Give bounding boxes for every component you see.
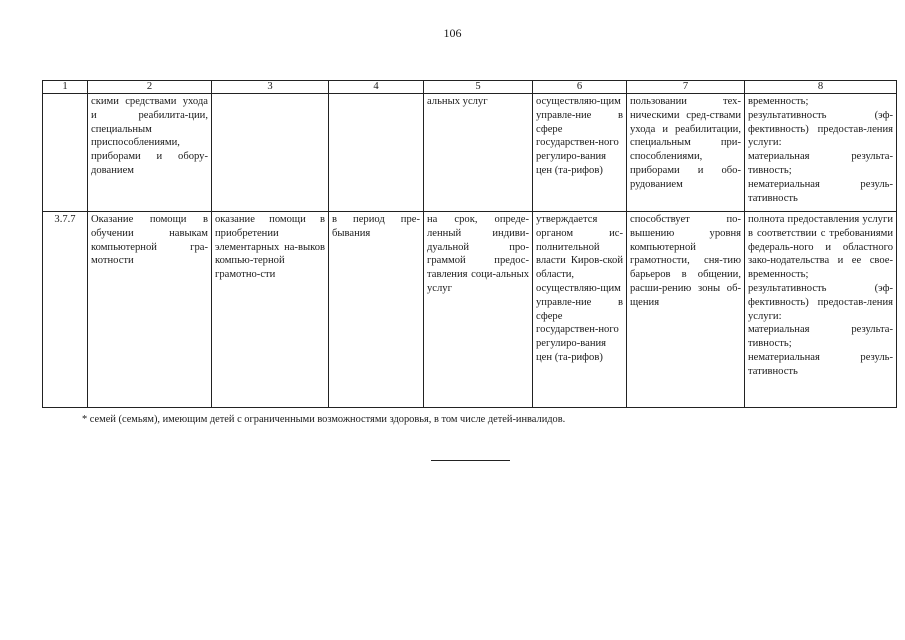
table-cell: оказание помощи в приобретении элементарных на-выков компью-терной грамотно-сти xyxy=(212,212,329,408)
column-header: 1 xyxy=(43,81,88,94)
table-row xyxy=(43,94,897,212)
table-cell: полнота предоставления услуги в соответствии с требованиями федераль-ного и областного зако-нодательства и ее свое-временность; результативность (эф-фективность) предостав-ления услуги: материальная результа-тивность; нематериальная резуль-тативность xyxy=(745,212,897,408)
column-header: 5 xyxy=(424,81,533,94)
table-cell: скими средствами ухода и реабилита-ции, специальным приспособлениями, приборами и обору-дованием xyxy=(88,94,212,212)
page-number: 106 xyxy=(443,26,462,40)
column-header: 7 xyxy=(627,81,745,94)
table-cell: Оказание помощи в обучении навыкам компьютерной гра-мотности xyxy=(88,212,212,408)
column-header: 6 xyxy=(533,81,627,94)
table-cell xyxy=(212,94,329,212)
end-divider xyxy=(431,460,510,461)
table-cell: в период пре-бывания xyxy=(329,212,424,408)
table-cell: на срок, опреде-ленный индиви-дуальной про-граммой предос-тавления соци-альных услуг xyxy=(424,212,533,408)
table-cell: способствует по-вышению уровня компьютерной грамотности, сня-тию барьеров в общении, расши-рению зоны об-щения xyxy=(627,212,745,408)
table-cell: временность; результативность (эф-фективность) предостав-ления услуги: материальная результа-тивность; нематериальная резуль-тативность xyxy=(745,94,897,212)
column-header: 2 xyxy=(88,81,212,94)
table-cell: пользовании тех-ническими сред-ствами ухода и реабилитации, специальным при-способлениями, приборами и обо-рудованием xyxy=(627,94,745,212)
services-table xyxy=(42,80,897,408)
table-cell xyxy=(43,94,88,212)
table-cell: осуществляю-щим управле-ние в сфере государствен-ного регулиро-вания цен (та-рифов) xyxy=(533,94,627,212)
column-header: 8 xyxy=(745,81,897,94)
table-header-row xyxy=(43,81,897,94)
table-cell: альных услуг xyxy=(424,94,533,212)
column-header: 4 xyxy=(329,81,424,94)
table-row xyxy=(43,212,897,408)
table-cell xyxy=(329,94,424,212)
table-cell: 3.7.7 xyxy=(43,212,88,408)
column-header: 3 xyxy=(212,81,329,94)
table-cell: утверждается органом ис-полнительной власти Киров-ской области, осуществляю-щим управле-ние в сфере государствен-ного регулиро-вания цен (та-рифов) xyxy=(533,212,627,408)
footnote: * семей (семьям), имеющим детей с ограниченными возможностями здоровья, в том числе детей-инвалидов. xyxy=(82,414,566,425)
